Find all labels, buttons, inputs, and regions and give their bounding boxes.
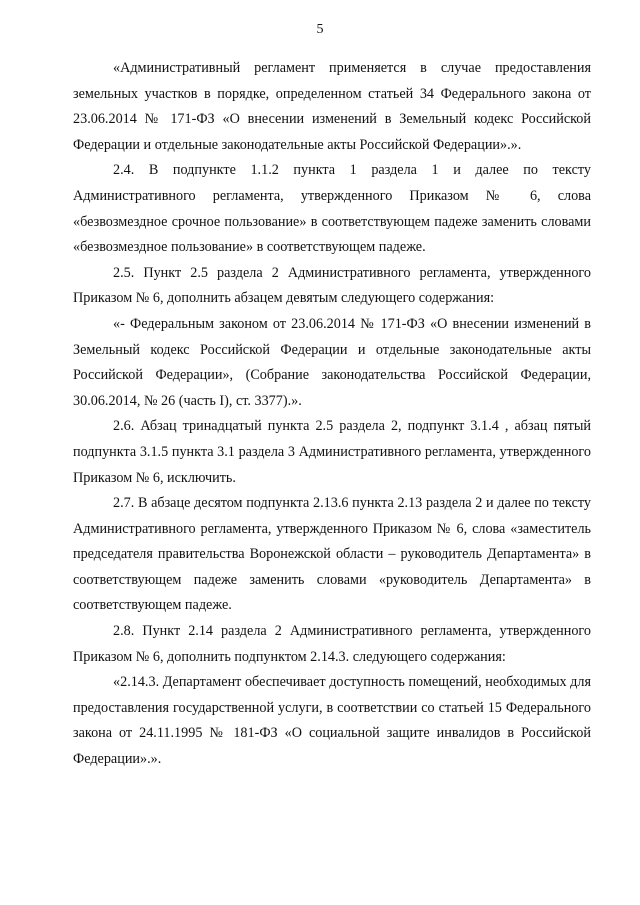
paragraph-2-5-addition: «- Федеральным законом от 23.06.2014 № 171-ФЗ «О внесении изменений в Земельный кодекс Российской Федерации и отдельные законодательные акты Российской Федерации», (Собрание законодательства Российской Федерации, 30.06.2014, № 26 (часть I), ст. 3377).». xyxy=(73,315,591,409)
paragraph-2-4: 2.4. В подпункте 1.1.2 пункта 1 раздела 1 и далее по тексту Административного регламента, утвержденного Приказом № 6, слова «безвозмездное срочное пользование» в соответствующем падеже заменить словами «безвозмездное пользование» в соответствующем падеже. xyxy=(73,162,591,256)
paragraph-2-7: 2.7. В абзаце десятом подпункта 2.13.6 пункта 2.13 раздела 2 и далее по тексту Административного регламента, утвержденного Приказом № 6, слова «заместитель председателя правительства Воронежской области – руководитель Департамента» в соответствующем падеже заменить словами «руководитель Департамента» в соответствующем падеже. xyxy=(73,495,591,614)
paragraph-2-8: 2.8. Пункт 2.14 раздела 2 Административного регламента, утвержденного Приказом № 6, дополнить подпунктом 2.14.3. следующего содержания: xyxy=(73,623,591,665)
paragraph-2-5: 2.5. Пункт 2.5 раздела 2 Административного регламента, утвержденного Приказом № 6, дополнить абзацем девятым следующего содержания: xyxy=(73,264,591,307)
paragraph-2-14-3: «2.14.3. Департамент обеспечивает доступность помещений, необходимых для предоставления государственной услуги, в соответствии со статьей 15 Федерального закона от 24.11.1995 № 181-ФЗ «О социальной защите инвалидов в Российской Федерации».». xyxy=(73,674,591,768)
paragraph-2-6: 2.6. Абзац тринадцатый пункта 2.5 раздела 2, подпункт 3.1.4 , абзац пятый подпункта 3.1.5 пункта 3.1 раздела 3 Административного регламента, утвержденного Приказом № 6, исключить. xyxy=(73,418,591,486)
paragraph-regulation-scope: «Административный регламент применяется в случае предоставления земельных участков в порядке, определенном статьей 34 Федерального закона от 23.06.2014 № 171-ФЗ «О внесении изменений в Земельный кодекс Российской Федерации и отдельные законодательные акты Российской Федерации».». xyxy=(73,60,591,153)
document-body xyxy=(73,56,591,773)
page-number: 5 xyxy=(316,22,324,37)
